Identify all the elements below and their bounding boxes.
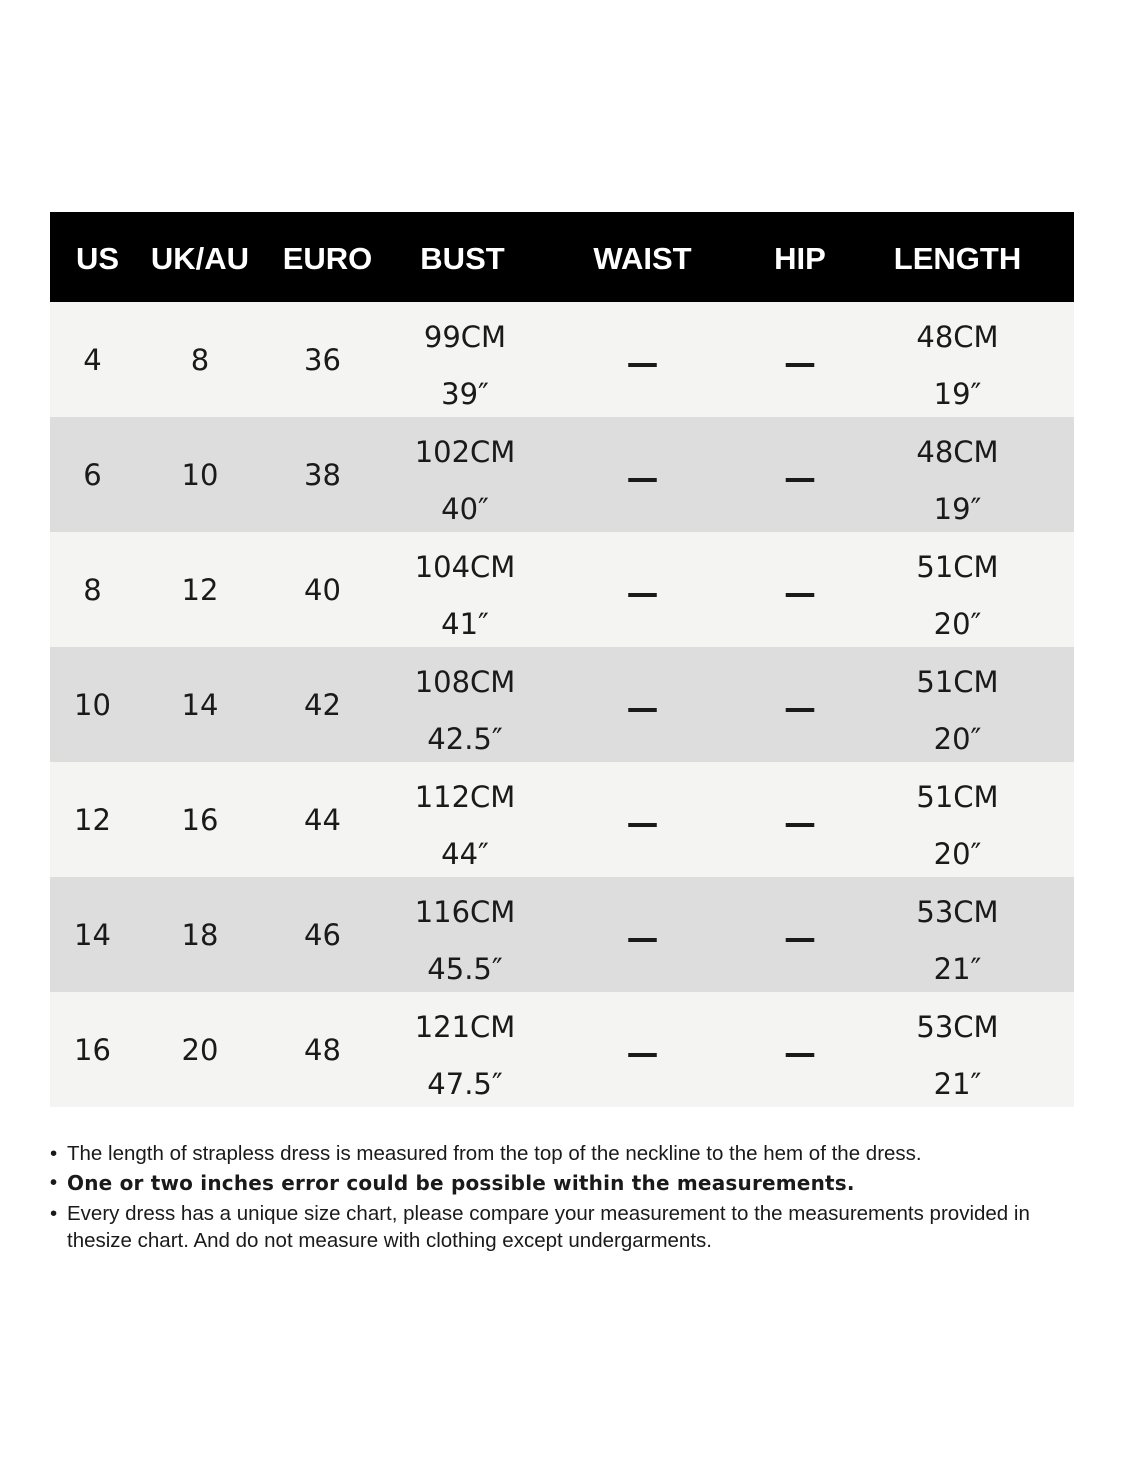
note-error-warning	[50, 1170, 1080, 1197]
cell-waist: —	[626, 689, 659, 727]
bust-cm: 112CM	[414, 780, 516, 814]
length-in: 20″	[933, 722, 982, 756]
bust-cm: 108CM	[414, 665, 516, 699]
cell-us: 14	[74, 918, 111, 952]
header-waist: WAIST	[593, 241, 692, 276]
cell-us: 10	[74, 688, 111, 722]
table-row	[50, 647, 1074, 762]
cell-uk-au: 8	[190, 343, 210, 377]
cell-euro: 46	[304, 918, 341, 952]
bust-in: 47.5″	[427, 1067, 503, 1101]
header-hip: HIP	[774, 241, 826, 276]
bust-cm: 104CM	[414, 550, 516, 584]
cell-uk-au: 14	[181, 688, 219, 722]
bullet: •	[50, 1172, 58, 1194]
note-text: The length of strapless dress is measured from the top of the neckline to the hem of the dress.	[67, 1142, 922, 1165]
cell-euro: 42	[304, 688, 341, 722]
length-in: 19″	[933, 377, 982, 411]
cell-bust	[405, 647, 525, 762]
cell-uk-au: 20	[181, 1033, 219, 1067]
length-in: 21″	[933, 1067, 982, 1101]
cell-hip: —	[784, 804, 816, 842]
cell-length	[880, 302, 1035, 417]
bust-in: 44″	[441, 837, 489, 871]
header-us: US	[75, 241, 120, 276]
cell-length	[880, 647, 1035, 762]
cell-waist: —	[626, 804, 659, 842]
cell-hip: —	[784, 574, 816, 612]
cell-uk-au: 10	[181, 458, 219, 492]
length-cm: 48CM	[916, 320, 999, 354]
length-in: 19″	[933, 492, 982, 526]
note-length-measurement	[50, 1140, 1080, 1167]
length-in: 21″	[933, 952, 982, 986]
cell-bust	[405, 877, 525, 992]
header-uk-au: UK/AU	[150, 241, 250, 276]
table-header	[50, 212, 1074, 302]
cell-us: 16	[74, 1033, 111, 1067]
cell-us: 12	[74, 803, 111, 837]
header-euro: EURO	[282, 241, 373, 276]
cell-euro: 48	[304, 1033, 341, 1067]
cell-us: 4	[83, 343, 102, 377]
bust-cm: 99CM	[423, 320, 507, 354]
cell-hip: —	[784, 344, 816, 382]
note-text: One or two inches error could be possible within the measurements.	[67, 1171, 855, 1195]
cell-waist: —	[626, 1034, 659, 1072]
bust-in: 40″	[441, 492, 489, 526]
length-in: 20″	[933, 837, 982, 871]
length-cm: 53CM	[916, 1010, 999, 1044]
cell-euro: 44	[304, 803, 341, 837]
length-cm: 53CM	[916, 895, 999, 929]
bust-cm: 121CM	[414, 1010, 516, 1044]
table-row	[50, 417, 1074, 532]
cell-hip: —	[784, 459, 816, 497]
cell-bust	[405, 762, 525, 877]
length-cm: 51CM	[916, 780, 999, 814]
size-notes	[50, 1140, 1080, 1257]
cell-euro: 36	[304, 343, 341, 377]
cell-us: 6	[83, 458, 102, 492]
length-cm: 51CM	[916, 550, 999, 584]
cell-length	[880, 532, 1035, 647]
cell-bust	[405, 302, 525, 417]
table-row	[50, 532, 1074, 647]
size-chart-table	[50, 212, 1074, 1107]
cell-waist: —	[626, 919, 659, 957]
cell-length	[880, 992, 1035, 1107]
cell-bust	[405, 532, 525, 647]
cell-length	[880, 877, 1035, 992]
cell-euro: 38	[304, 458, 341, 492]
cell-waist: —	[626, 574, 659, 612]
cell-uk-au: 18	[181, 918, 219, 952]
table-row	[50, 302, 1074, 417]
length-cm: 51CM	[916, 665, 999, 699]
cell-uk-au: 12	[181, 573, 219, 607]
bust-cm: 116CM	[414, 895, 516, 929]
cell-hip: —	[784, 689, 816, 727]
cell-hip: —	[784, 1034, 816, 1072]
bust-in: 45.5″	[427, 952, 503, 986]
length-in: 20″	[933, 607, 982, 641]
cell-euro: 40	[304, 573, 341, 607]
bust-in: 39″	[441, 377, 489, 411]
note-unique-size-chart	[50, 1200, 1080, 1254]
note-text: Every dress has a unique size chart, please compare your measurement to the measurements provided in thesize chart. And do not measure with clothing except undergarments.	[67, 1202, 1030, 1252]
bust-cm: 102CM	[414, 435, 516, 469]
cell-hip: —	[784, 919, 816, 957]
cell-waist: —	[626, 344, 659, 382]
cell-us: 8	[83, 573, 102, 607]
bullet: •	[50, 1202, 58, 1225]
cell-waist: —	[626, 459, 659, 497]
bullet: •	[50, 1142, 58, 1165]
cell-length	[880, 417, 1035, 532]
cell-bust	[405, 417, 525, 532]
header-length: LENGTH	[893, 241, 1022, 276]
table-row	[50, 992, 1074, 1107]
cell-bust	[405, 992, 525, 1107]
cell-uk-au: 16	[181, 803, 219, 837]
bust-in: 41″	[441, 607, 489, 641]
header-bust: BUST	[420, 241, 505, 276]
table-row	[50, 762, 1074, 877]
cell-length	[880, 762, 1035, 877]
length-cm: 48CM	[916, 435, 999, 469]
bust-in: 42.5″	[427, 722, 503, 756]
table-row	[50, 877, 1074, 992]
